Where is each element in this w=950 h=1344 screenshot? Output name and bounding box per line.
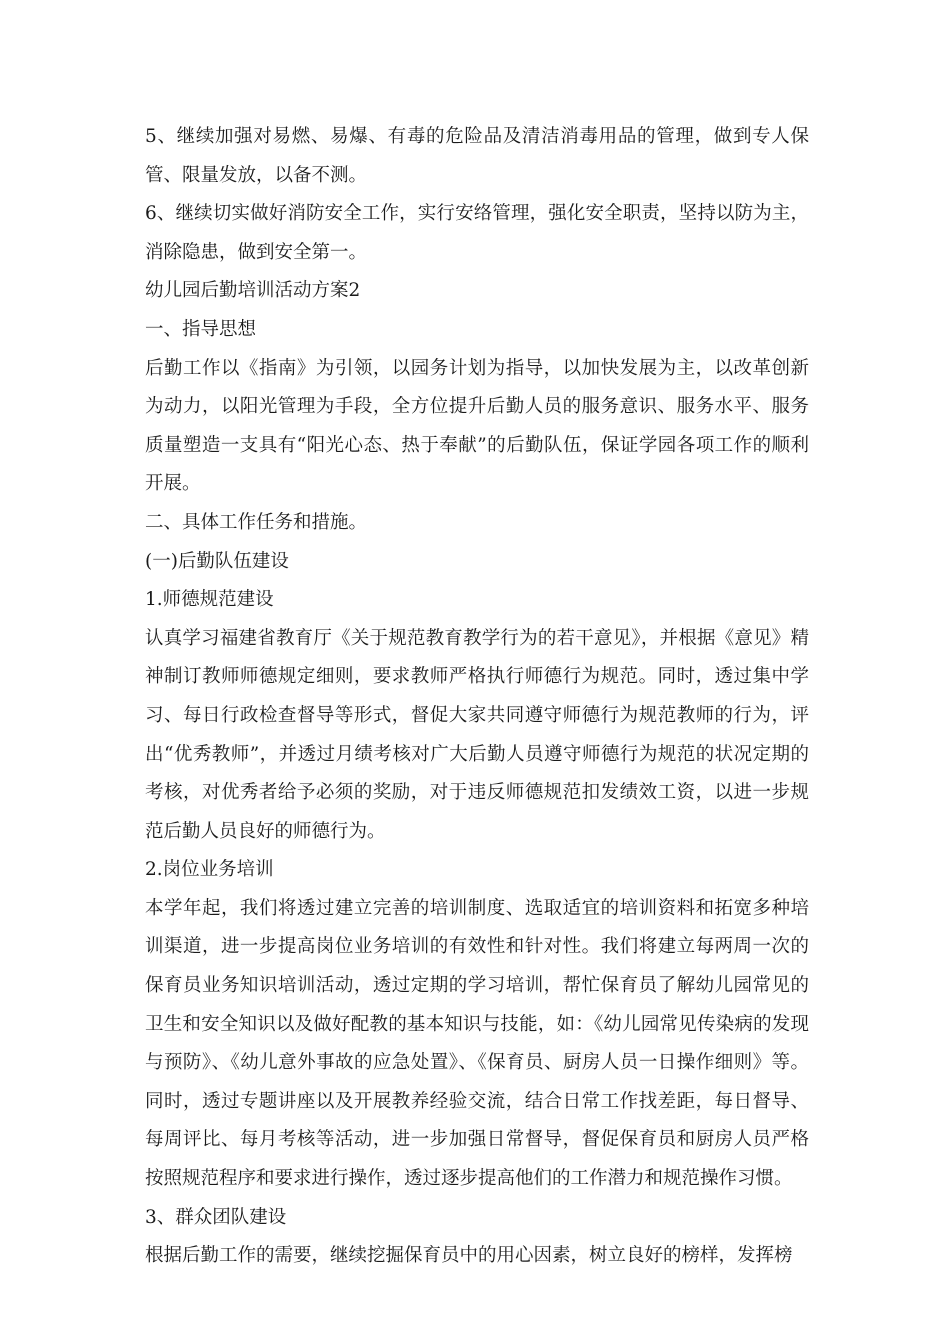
section-title: 幼儿园后勤培训活动方案2 <box>145 280 361 302</box>
heading-tasks-measures: 二、具体工作任务和措施。 <box>145 511 368 533</box>
paragraph-ethics-building: 认真学习福建省教育厅《关于规范教育教学行为的若干意见》，并根据《意见》精神制订教师师德规定细则，要求教师严格执行师德行为规范。同时，透过集中学习、每日行政检查督导等形式，督促大家共同遵守师德行为规范教师的行为，评出“优秀教师”，并透过月绩考核对广大后勤人员遵守师德行为规范的状况定期的考核，对优秀者给予必须的奖励，对于违反师德规范扣发绩效工资，以进一步规范后勤人员良好的师德行为。 <box>145 627 809 842</box>
heading-ethics-building: 1.师德规范建设 <box>145 589 274 611</box>
paragraph-item-6: 6、继续切实做好消防安全工作，实行安络管理，强化安全职责，坚持以防为主，消除隐患，做到安全第一。 <box>145 203 809 263</box>
heading-job-training: 2.岗位业务培训 <box>145 859 274 881</box>
heading-team-building: (一)后勤队伍建设 <box>145 550 289 572</box>
paragraph-guiding-thought: 后勤工作以《指南》为引领，以园务计划为指导，以加快发展为主，以改革创新为动力，以阳光管理为手段，全方位提升后勤人员的服务意识、服务水平、服务质量塑造一支具有“阳光心态、热于奉献”的后勤队伍，保证学园各项工作的顺利开展。 <box>145 357 809 495</box>
document-body <box>145 118 809 1276</box>
heading-group-team: 3、群众团队建设 <box>145 1206 287 1228</box>
paragraph-item-5: 5、继续加强对易燃、易爆、有毒的危险品及清洁消毒用品的管理，做到专人保管、限量发放，以备不测。 <box>145 126 809 186</box>
paragraph-group-team: 根据后勤工作的需要，继续挖掘保育员中的用心因素，树立良好的榜样，发挥榜 <box>145 1245 793 1267</box>
heading-guiding-thought: 一、指导思想 <box>145 318 257 340</box>
paragraph-job-training: 本学年起，我们将透过建立完善的培训制度、选取适宜的培训资料和拓宽多种培训渠道，进一步提高岗位业务培训的有效性和针对性。我们将建立每两周一次的保育员业务知识培训活动，透过定期的学习培训，帮忙保育员了解幼儿园常见的卫生和安全知识以及做好配教的基本知识与技能，如：《幼儿园常见传染病的发现与预防》、《幼儿意外事故的应急处置》、《保育员、厨房人员一日操作细则》等。同时，透过专题讲座以及开展教养经验交流，结合日常工作找差距，每日督导、每周评比、每月考核等活动，进一步加强日常督导，督促保育员和厨房人员严格按照规范程序和要求进行操作，透过逐步提高他们的工作潜力和规范操作习惯。 <box>145 897 809 1190</box>
